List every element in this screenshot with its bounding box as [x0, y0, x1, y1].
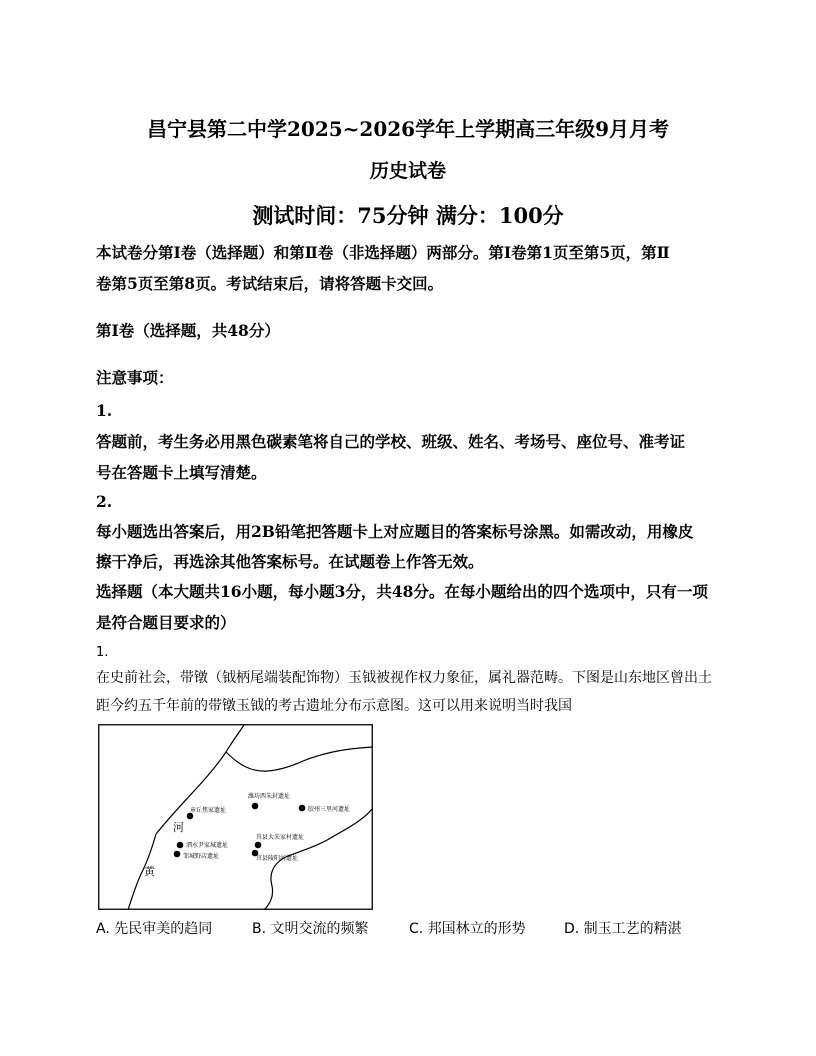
site-marker: [174, 851, 181, 858]
note-1-line-2: 号在答题卡上填写清楚。: [96, 463, 267, 482]
site-label: 章丘焦家遗址: [190, 807, 227, 814]
site-label: 莒县陵阳河遗址: [256, 855, 299, 862]
site-label: 莒县大朱家村遗址: [256, 834, 305, 841]
exam-subject: 历史试卷: [369, 160, 446, 182]
question-1-stem-line-1: 在史前社会，带镦（钺柄尾端装配饰物）玉钺被视作权力象征，属礼器范畴。下图是山东地区曾出土: [96, 670, 712, 686]
note-2-line-1: 每小题选出答案后，用2B铅笔把答题卡上对应题目的答案标号涂黑。如需改动，用橡皮: [96, 522, 694, 541]
intro-line-1: 本试卷分第Ⅰ卷（选择题）和第Ⅱ卷（非选择题）两部分。第Ⅰ卷第1页至第5页，第Ⅱ: [96, 243, 670, 262]
site-label: 潍坊西朱封遗址: [248, 793, 291, 800]
site-marker: [299, 805, 306, 812]
exam-title: 昌宁县第二中学2025~2026学年上学期高三年级9月月考: [146, 117, 669, 141]
option-c[interactable]: C. 邦国林立的形势: [409, 921, 526, 937]
notes-heading: 注意事项：: [96, 368, 174, 387]
option-d[interactable]: D. 制玉工艺的精湛: [564, 921, 682, 937]
site-marker: [252, 803, 259, 810]
river-label-he: 河: [173, 821, 184, 834]
question-1-stem-line-2: 距今约五千年前的带镦玉钺的考古遗址分布示意图。这可以用来说明当时我国: [96, 698, 572, 714]
site-marker: [177, 842, 184, 849]
site-label: 泗水尹家城遗址: [186, 842, 229, 849]
site-label: 邹城野店遗址: [183, 853, 220, 860]
choice-section-line-2: 是符合题目要求的）: [96, 613, 236, 632]
note-2-number: 2.: [96, 492, 113, 511]
river-label-huang: 黄: [144, 865, 155, 878]
section-heading: 第Ⅰ卷（选择题，共48分）: [96, 321, 280, 340]
site-label: 胶州三里河遗址: [308, 806, 351, 813]
option-b[interactable]: B. 文明交流的频繁: [252, 921, 369, 937]
note-1-number: 1.: [96, 401, 113, 420]
option-a[interactable]: A. 先民审美的趋同: [96, 921, 213, 937]
archaeological-site-map: [98, 724, 373, 910]
note-2-line-2: 擦干净后，再选涂其他答案标号。在试题卷上作答无效。: [96, 552, 484, 571]
site-marker: [255, 842, 262, 849]
question-1-number: 1.: [96, 645, 109, 660]
choice-section-line-1: 选择题（本大题共16小题，每小题3分，共48分。在每小题给出的四个选项中，只有一项: [96, 582, 708, 601]
exam-info: 测试时间：75分钟 满分：100分: [252, 203, 564, 228]
note-1-line-1: 答题前，考生务必用黑色碳素笔将自己的学校、班级、姓名、考场号、座位号、准考证: [96, 432, 686, 451]
intro-line-2: 卷第5页至第8页。考试结束后，请将答题卡交回。: [96, 274, 444, 293]
